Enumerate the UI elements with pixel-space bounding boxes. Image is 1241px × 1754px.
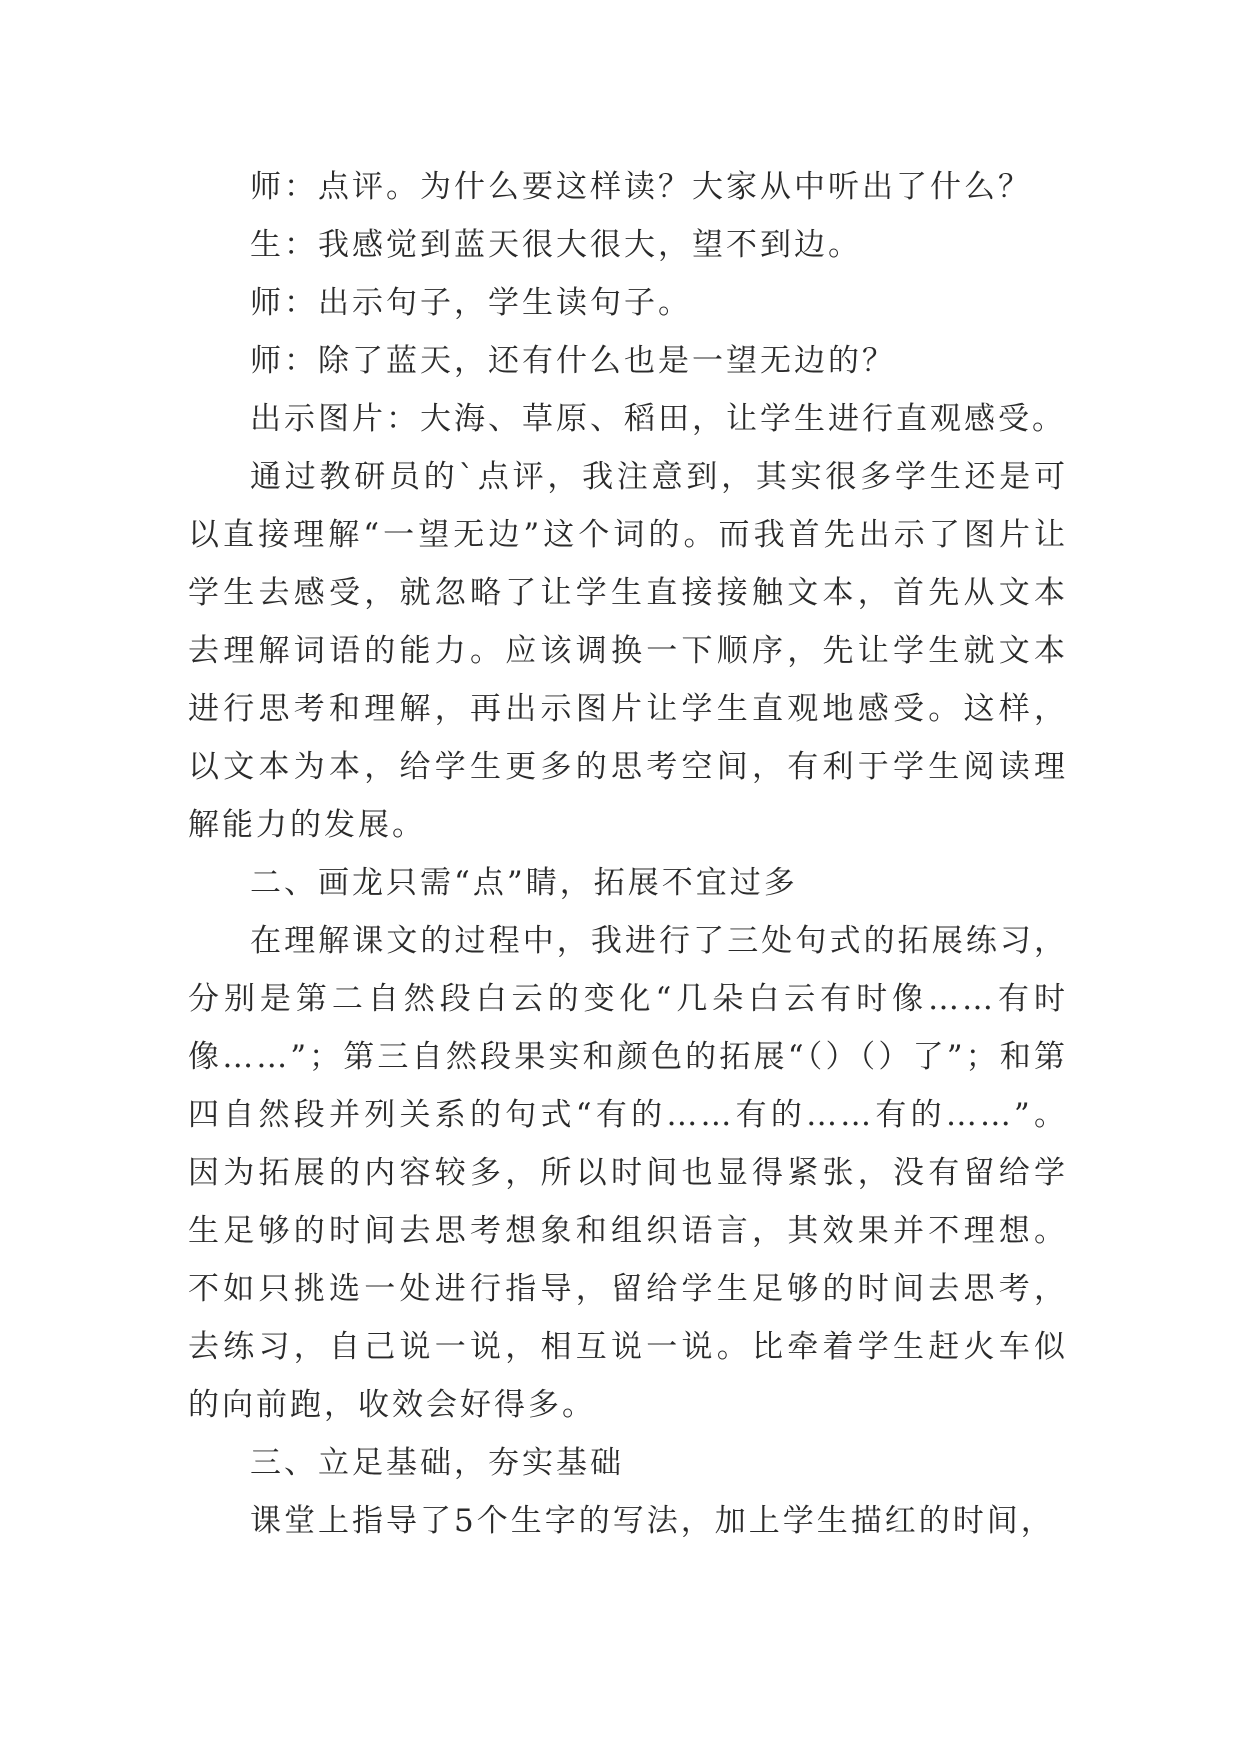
paragraph-reflection-2: 在理解课文的过程中，我进行了三处句式的拓展练习，分别是第二自然段白云的变化“几朵白云有时像……有时像……”；第三自然段果实和颜色的拓展“（）（）了”；和第四自然段并列关系的句式“有的……有的……有的……”。因为拓展的内容较多，所以时间也显得紧张，没有留给学生足够的时间去思考想象和组织语言，其效果并不理想。不如只挑选一处进行指导，留给学生足够的时间去思考，去练习，自己说一说，相互说一说。比牵着学生赶火车似的向前跑，收效会好得多。	[188, 923, 1068, 1423]
document-body	[188, 158, 1068, 1550]
paragraph-teacher-show-sentence: 师：出示句子，学生读句子。	[250, 285, 692, 321]
section-heading-3: 三、立足基础，夯实基础	[250, 1445, 624, 1481]
paragraph-teacher-question: 师：除了蓝天，还有什么也是一望无边的？	[250, 343, 896, 379]
paragraph-reflection-1: 通过教研员的`点评，我注意到，其实很多学生还是可以直接理解“一望无边”这个词的。而我首先出示了图片让学生去感受，就忽略了让学生直接接触文本，首先从文本去理解词语的能力。应该调换一下顺序，先让学生就文本进行思考和理解，再出示图片让学生直观地感受。这样，以文本为本，给学生更多的思考空间，有利于学生阅读理解能力的发展。	[188, 459, 1068, 843]
section-heading-2: 二、画龙只需“点”睛，拓展不宜过多	[250, 865, 798, 901]
paragraph-student-answer: 生：我感觉到蓝天很大很大，望不到边。	[250, 227, 862, 263]
paragraph-teacher-comment: 师：点评。为什么要这样读？大家从中听出了什么？	[250, 169, 1032, 205]
paragraph-reflection-3: 课堂上指导了5个生字的写法，加上学生描红的时间，	[250, 1503, 1055, 1539]
paragraph-show-pictures: 出示图片：大海、草原、稻田，让学生进行直观感受。	[250, 401, 1066, 437]
